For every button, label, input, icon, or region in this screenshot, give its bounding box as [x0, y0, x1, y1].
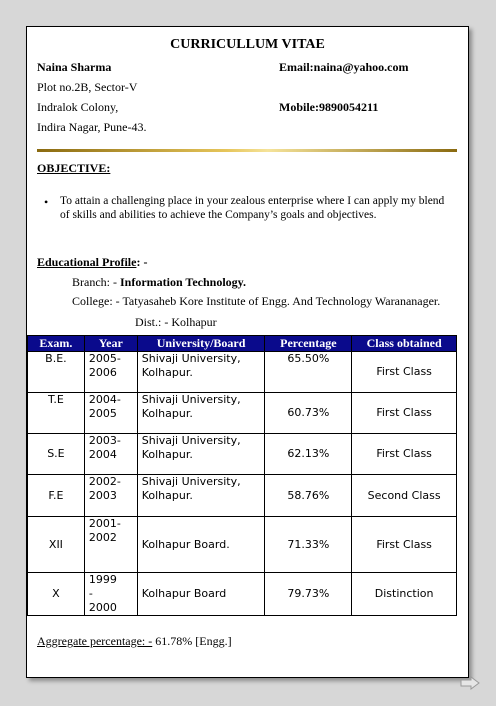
address-line-2: Indralok Colony,: [37, 100, 119, 114]
cell-year: 2002- 2003: [84, 475, 137, 517]
cell-board: Shivaji University, Kolhapur.: [137, 352, 265, 393]
cell-year: 2003- 2004: [84, 434, 137, 475]
branch-label: Branch: -: [72, 275, 120, 289]
cell-class: Second Class: [352, 475, 457, 517]
resume-page: [26, 26, 469, 678]
education-table: [27, 335, 457, 616]
table-header-row: [28, 336, 457, 352]
next-page-arrow-icon[interactable]: [460, 676, 480, 690]
table-row: [28, 475, 457, 517]
email-text: Email:naina@yahoo.com: [279, 60, 409, 74]
cell-class: First Class: [352, 517, 457, 573]
objective-heading: OBJECTIVE:: [37, 161, 111, 175]
cell-percentage: 62.13%: [265, 434, 352, 475]
cell-class: Distinction: [352, 573, 457, 616]
cell-board: Shivaji University, Kolhapur.: [137, 434, 265, 475]
column-header-exam: Exam.: [28, 336, 85, 352]
table-row: [28, 517, 457, 573]
cell-year: 2004- 2005: [84, 393, 137, 434]
column-header-percentage: Percentage: [265, 336, 352, 352]
cell-exam: S.E: [28, 434, 85, 475]
address-line-3: Indira Nagar, Pune-43.: [37, 120, 147, 134]
bullet-icon: •: [44, 195, 49, 209]
cell-percentage: 60.73%: [265, 393, 352, 434]
mobile-text: Mobile:9890054211: [279, 100, 379, 114]
aggregate-label: Aggregate percentage: -: [37, 634, 153, 648]
address-line-1: Plot no.2B, Sector-V: [37, 80, 138, 94]
branch-value: Information Technology.: [119, 275, 247, 289]
cell-percentage: 58.76%: [265, 475, 352, 517]
cell-year: 1999 - 2000: [84, 573, 137, 616]
cell-class: First Class: [352, 352, 457, 393]
cell-year: 2005- 2006: [84, 352, 137, 393]
column-header-board: University/Board: [137, 336, 265, 352]
cell-board: Shivaji University, Kolhapur.: [137, 393, 265, 434]
branch-line: [72, 275, 246, 290]
column-header-class: Class obtained: [352, 336, 457, 352]
education-heading-label: Educational Profile: [37, 255, 137, 269]
cell-percentage: 71.33%: [265, 517, 352, 573]
aggregate-value: 61.78% [Engg.]: [152, 634, 232, 648]
cell-percentage: 65.50%: [265, 352, 352, 393]
education-heading-suffix: : -: [136, 255, 148, 269]
table-row: [28, 393, 457, 434]
table-row: [28, 352, 457, 393]
cell-exam: F.E: [28, 475, 85, 517]
cell-class: First Class: [352, 434, 457, 475]
objective-text: To attain a challenging place in your zealous enterprise where I can apply my blend of skills and abilities to achieve the Company’s goals and objectives.: [60, 195, 445, 221]
college-line: College: - Tatyasaheb Kore Institute of Engg. And Technology Warananager.: [72, 294, 441, 308]
cell-exam: T.E: [28, 393, 85, 434]
document-title: CURRICULLUM VITAE: [170, 37, 325, 52]
cell-class: First Class: [352, 393, 457, 434]
header-divider: [37, 149, 457, 152]
column-header-year: Year: [84, 336, 137, 352]
candidate-name: Naina Sharma: [37, 60, 112, 74]
cell-year: 2001- 2002: [84, 517, 137, 573]
education-table-body: [28, 352, 457, 616]
district-line: Dist.: - Kolhapur: [135, 315, 217, 329]
table-row: [28, 434, 457, 475]
education-heading: [37, 255, 147, 270]
cell-percentage: 79.73%: [265, 573, 352, 616]
aggregate-line: [37, 634, 232, 649]
cell-exam: XII: [28, 517, 85, 573]
cell-board: Kolhapur Board.: [137, 517, 265, 573]
cell-exam: X: [28, 573, 85, 616]
cell-exam: B.E.: [28, 352, 85, 393]
cell-board: Shivaji University, Kolhapur.: [137, 475, 265, 517]
table-row: [28, 573, 457, 616]
cell-board: Kolhapur Board: [137, 573, 265, 616]
